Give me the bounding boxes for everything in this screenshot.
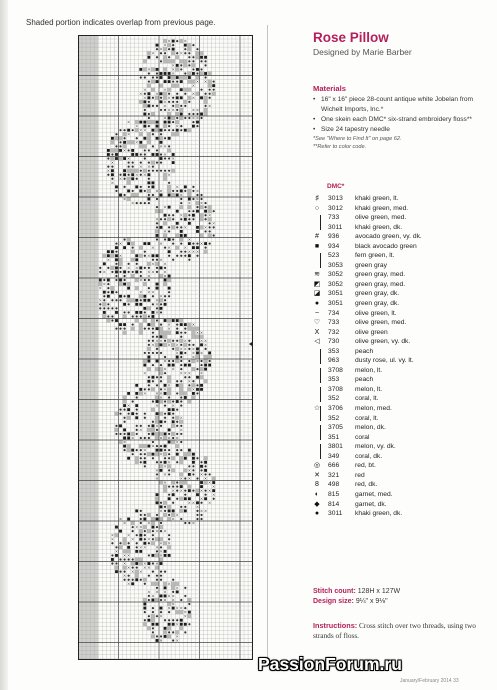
key-symbol: X: [314, 328, 320, 336]
key-dmc-number: 351: [328, 433, 340, 441]
key-color-name: coral, dk.: [355, 452, 383, 460]
key-symbol: 8: [315, 481, 319, 489]
key-row: [310, 500, 490, 510]
material-item: • Size 24 tapestry needle: [313, 125, 485, 135]
key-row: [310, 509, 490, 519]
key-row: [310, 223, 490, 233]
page-title: Rose Pillow: [313, 30, 389, 45]
material-item: • One skein each DMC* six-strand embroidery floss**: [313, 115, 485, 125]
key-dmc-number: 733: [328, 214, 340, 222]
key-row: [310, 461, 490, 471]
key-dmc-number: 963: [328, 357, 340, 365]
key-row: [310, 471, 490, 481]
key-dmc-number: 3051: [328, 290, 343, 298]
key-row: [310, 318, 490, 328]
key-symbol: ✕: [314, 471, 320, 479]
key-symbol: ◩: [313, 280, 321, 288]
key-color-name: red, bt.: [355, 462, 376, 470]
key-dmc-number: 321: [328, 471, 340, 479]
key-symbol: ≋: [314, 271, 320, 279]
key-row: [310, 490, 490, 500]
key-color-name: coral: [355, 433, 370, 441]
key-color-name: avocado green, vy. dk.: [355, 233, 422, 241]
key-color-name: green gray: [355, 261, 387, 269]
key-dmc-number: 523: [328, 252, 340, 260]
color-key: [310, 194, 490, 519]
page-folio: January/February 2014 33: [400, 678, 459, 684]
key-color-name: black avocado green: [355, 242, 417, 250]
key-row: [310, 251, 490, 261]
blend-bracket: [320, 368, 324, 383]
key-row: [310, 433, 490, 443]
key-color-name: garnet, dk.: [355, 500, 387, 508]
key-dmc-number: 3706: [328, 405, 343, 413]
key-color-name: olive green: [355, 328, 388, 336]
pattern-header: [313, 30, 488, 57]
page-edge: [0, 0, 8, 690]
key-row: [310, 299, 490, 309]
designer-credit: Designed by Marie Barber: [313, 47, 412, 57]
key-dmc-number: 730: [328, 338, 340, 346]
design-size: [313, 597, 493, 607]
key-color-name: melon, lt.: [355, 385, 383, 393]
key-color-name: red: [355, 471, 365, 479]
key-row: [310, 423, 490, 433]
key-dmc-number: 3052: [328, 271, 343, 279]
key-color-name: olive green, med.: [355, 214, 407, 222]
key-symbol: ~: [314, 309, 320, 317]
key-dmc-number: 732: [328, 328, 340, 336]
key-row: [310, 213, 490, 223]
stitch-count-label: Stitch count:: [313, 588, 356, 595]
key-color-name: melon, vy. dk.: [355, 443, 396, 451]
materials-section: [313, 84, 485, 151]
key-color-name: green gray, dk.: [355, 300, 400, 308]
key-row: [310, 242, 490, 252]
blend-bracket: [320, 425, 324, 440]
instructions-text: Cross stitch over two threads, using two strands of floss.: [313, 621, 476, 640]
key-dmc-number: 934: [328, 242, 340, 250]
material-item: • 16" x 16" piece 28-count antique white Jobelan from Wichelt Imports, Inc.*: [313, 95, 485, 115]
key-dmc-number: 3052: [328, 280, 343, 288]
key-color-name: olive green, lt.: [355, 309, 397, 317]
key-dmc-number: 3011: [328, 510, 343, 518]
key-color-name: khaki green, dk.: [355, 510, 403, 518]
key-color-name: dusty rose, ul. vy. lt.: [355, 357, 414, 365]
watermark: PassionForum.ru: [258, 654, 402, 674]
instructions: [313, 621, 483, 641]
key-dmc-number: 3801: [328, 443, 343, 451]
key-symbol: ○: [314, 204, 320, 212]
key-row: [310, 404, 490, 414]
key-dmc-number: 352: [328, 395, 340, 403]
key-color-name: coral, lt.: [355, 414, 379, 422]
key-color-name: coral, lt.: [355, 395, 379, 403]
key-row: [310, 328, 490, 338]
key-color-name: green gray, dk.: [355, 290, 400, 298]
key-color-name: olive green, med.: [355, 319, 407, 327]
footnote-color-code: **Refer to color code.: [313, 144, 367, 150]
key-color-name: green gray, med.: [355, 271, 406, 279]
key-symbol: ◐: [314, 490, 320, 498]
cross-stitch-chart: [78, 35, 253, 660]
stitch-count-value: 128H x 127W: [357, 588, 401, 595]
key-color-name: peach: [355, 347, 374, 355]
key-symbol: ♡: [313, 319, 321, 327]
key-row: [310, 232, 490, 242]
key-color-name: khaki green, lt.: [355, 195, 399, 202]
key-symbol: ◁: [314, 338, 320, 346]
key-color-name: red, dk.: [355, 481, 378, 489]
key-symbol: ◆: [314, 500, 320, 508]
key-color-name: fern green, lt.: [355, 252, 395, 260]
key-symbol: ●: [314, 300, 320, 308]
key-dmc-number: 3012: [328, 204, 343, 212]
key-dmc-number: 353: [328, 347, 340, 355]
key-color-name: peach: [355, 376, 374, 384]
key-dmc-number: 936: [328, 233, 340, 241]
key-row: [310, 480, 490, 490]
column-divider: [267, 25, 268, 665]
design-size-label: Design size:: [313, 598, 354, 605]
key-row: [310, 309, 490, 319]
key-row: [310, 337, 490, 347]
key-row: [310, 385, 490, 395]
key-symbol: ☆: [313, 405, 321, 413]
design-size-value: 9¼" x 9⅛": [355, 598, 388, 605]
chart-grid: [78, 35, 253, 660]
color-key-heading: DMC*: [327, 183, 345, 190]
key-row: [310, 261, 490, 271]
key-dmc-number: 3708: [328, 366, 343, 374]
overlap-note: Shaded portion indicates overlap from previous page.: [26, 18, 216, 27]
key-dmc-number: 3013: [328, 195, 343, 202]
blend-bracket: [320, 215, 324, 230]
footnote-where-to-find: *See "Where to Find It" on page 62.: [313, 136, 402, 142]
key-color-name: khaki green, dk.: [355, 223, 403, 231]
key-row: [310, 347, 490, 357]
key-color-name: melon, lt.: [355, 366, 383, 374]
key-dmc-number: 352: [328, 414, 340, 422]
blend-bracket: [320, 387, 324, 402]
key-row: [310, 452, 490, 462]
key-color-name: khaki green, med.: [355, 204, 409, 212]
key-row: [310, 366, 490, 376]
key-row: [310, 394, 490, 404]
key-dmc-number: 734: [328, 309, 340, 317]
key-color-name: garnet, med.: [355, 490, 393, 498]
key-symbol: #: [315, 233, 319, 241]
key-dmc-number: 498: [328, 481, 340, 489]
key-color-name: olive green, vy. dk.: [355, 338, 411, 346]
key-row: [310, 270, 490, 280]
instructions-label: Instructions:: [313, 621, 358, 630]
key-row: [310, 356, 490, 366]
materials-heading: Materials: [313, 84, 346, 93]
design-stats: [313, 587, 493, 607]
stitch-count: [313, 587, 493, 597]
key-color-name: melon, dk.: [355, 424, 386, 432]
blend-bracket: [320, 349, 324, 364]
key-symbol: ●: [314, 510, 320, 518]
key-dmc-number: 666: [328, 462, 340, 470]
key-symbol: ■: [314, 242, 320, 250]
key-dmc-number: 3708: [328, 385, 343, 393]
key-color-name: melon, med.: [355, 405, 392, 413]
key-row: [310, 280, 490, 290]
blend-bracket: [320, 444, 324, 459]
key-row: [310, 375, 490, 385]
key-symbol: ◎: [313, 462, 321, 470]
key-row: [310, 194, 490, 204]
key-symbol: ♯: [315, 195, 319, 202]
key-dmc-number: 3705: [328, 424, 343, 432]
blend-bracket: [320, 253, 324, 268]
blend-bracket: [320, 406, 324, 421]
key-symbol: ◪: [313, 290, 321, 298]
key-color-name: green gray, med.: [355, 280, 406, 288]
key-row: [310, 289, 490, 299]
key-row: [310, 204, 490, 214]
materials-list: [313, 95, 485, 135]
key-dmc-number: 733: [328, 319, 340, 327]
key-dmc-number: 814: [328, 500, 340, 508]
key-dmc-number: 349: [328, 452, 340, 460]
key-dmc-number: 3011: [328, 223, 343, 231]
key-row: [310, 442, 490, 452]
key-dmc-number: 815: [328, 490, 340, 498]
key-dmc-number: 3051: [328, 300, 343, 308]
key-dmc-number: 3053: [328, 261, 343, 269]
key-dmc-number: 353: [328, 376, 340, 384]
key-row: [310, 414, 490, 424]
